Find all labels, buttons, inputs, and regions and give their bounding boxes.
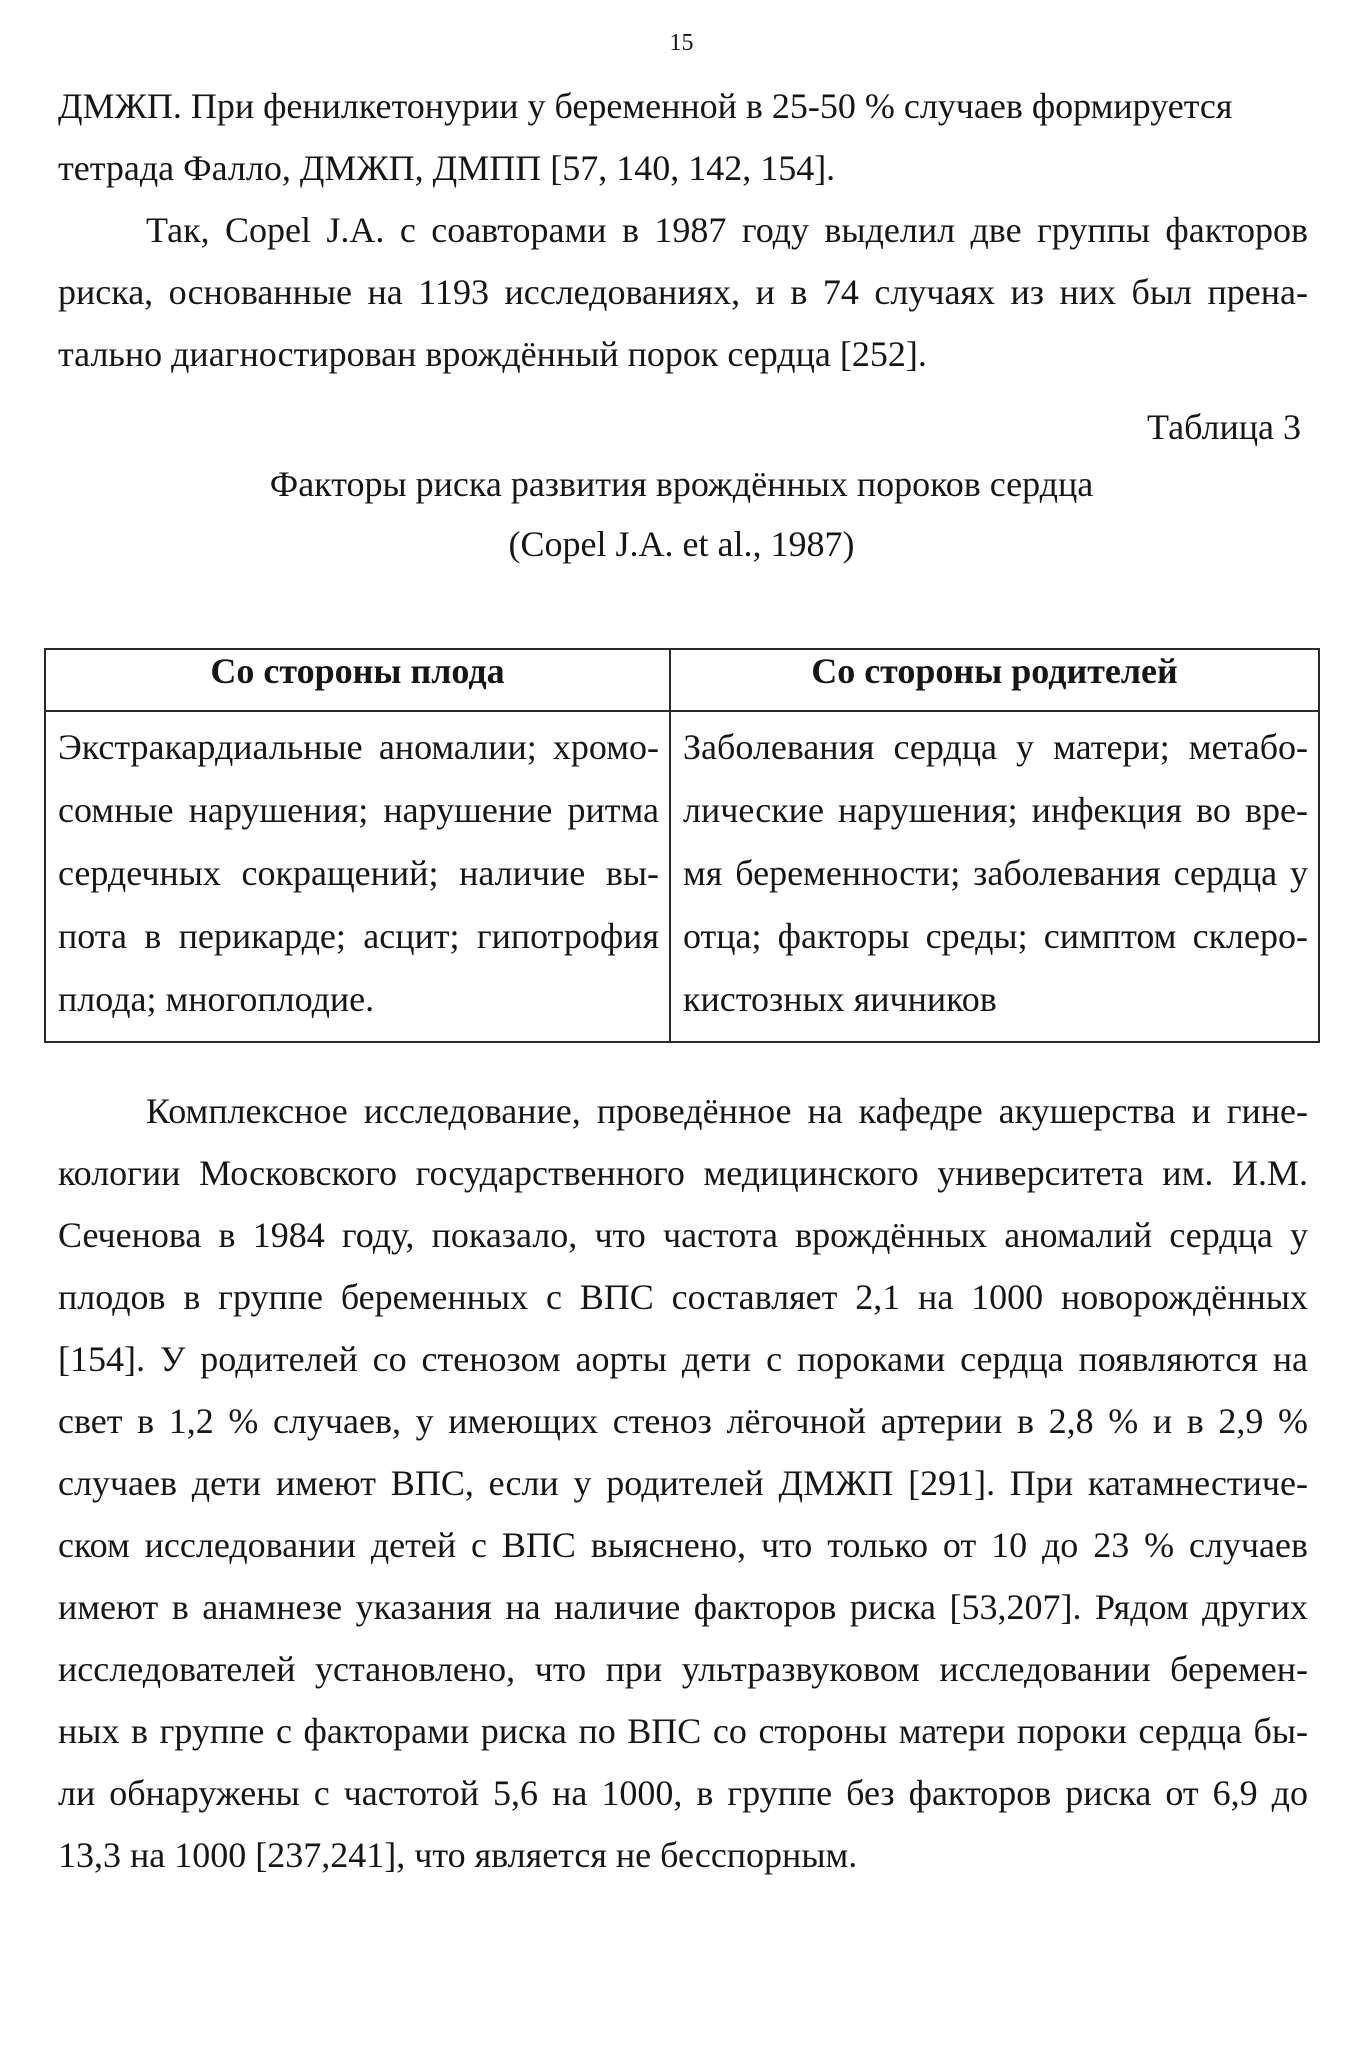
text-line: кологии Московского государственного медицинского университета им. И.М. bbox=[58, 1153, 1308, 1193]
text-line: ных в группе с факторами риска по ВПС со стороны матери пороки сердца бы- bbox=[58, 1711, 1308, 1751]
text-line: 13,3 на 1000 [237,241], что является не бесспорным. bbox=[58, 1835, 858, 1875]
text-line: случаев дети имеют ВПС, если у родителей ДМЖП [291]. При катамнестиче- bbox=[58, 1463, 1308, 1503]
cell-line: сердечных сокращений; наличие вы- bbox=[58, 853, 659, 893]
text-line: ском исследовании детей с ВПС выяснено, что только от 10 до 23 % случаев bbox=[58, 1525, 1308, 1565]
text-line: исследователей установлено, что при ультразвуковом исследовании беремен- bbox=[58, 1649, 1308, 1689]
header-fetus: Со стороны плода bbox=[45, 649, 670, 711]
page-number: 15 bbox=[669, 30, 694, 56]
header-parents: Со стороны родителей bbox=[670, 649, 1319, 711]
text-line: Комплексное исследование, проведённое на кафедре акушерства и гине- bbox=[146, 1091, 1308, 1131]
text-line: риска, основанные на 1193 исследованиях, и в 74 случаях из них был прена- bbox=[58, 272, 1308, 312]
cell-line: кистозных яичников bbox=[683, 979, 997, 1019]
text-line: имеют в анамнезе указания на наличие факторов риска [53,207]. Рядом других bbox=[58, 1587, 1308, 1627]
cell-line: пота в перикарде; асцит; гипотрофия bbox=[58, 916, 659, 956]
cell-line: отца; факторы среды; симптом склеро- bbox=[683, 916, 1308, 956]
text-line: ДМЖП. При фенилкетонурии у беременной в 25-50 % случаев формируется bbox=[58, 86, 1233, 126]
cell-line: Экстракардиальные аномалии; хромо- bbox=[58, 727, 659, 767]
cell-line: Заболевания сердца у матери; метабо- bbox=[683, 727, 1308, 767]
text-line: свет в 1,2 % случаев, у имеющих стеноз лёгочной артерии в 2,8 % и в 2,9 % bbox=[58, 1401, 1308, 1441]
text-line: тально диагностирован врождённый порок сердца [252]. bbox=[58, 334, 927, 374]
text-line: [154]. У родителей со стенозом аорты дети с пороками сердца появляются на bbox=[58, 1339, 1308, 1379]
table-label: Таблица 3 bbox=[1147, 407, 1301, 447]
cell-fetus-factors bbox=[45, 711, 670, 1042]
table-caption-source: (Copel J.A. et al., 1987) bbox=[508, 524, 855, 564]
text-line: тетрада Фалло, ДМЖП, ДМПП [57, 140, 142, 154]. bbox=[58, 148, 836, 188]
table-caption: Факторы риска развития врождённых пороков сердца bbox=[269, 464, 1094, 504]
text-line: плодов в группе беременных с ВПС составляет 2,1 на 1000 новорождённых bbox=[58, 1277, 1308, 1317]
text-line: Так, Copel J.A. с соавторами в 1987 году выделил две группы факторов bbox=[146, 210, 1308, 250]
text-line: Сеченова в 1984 году, показало, что частота врождённых аномалий сердца у bbox=[58, 1215, 1308, 1255]
cell-line: плода; многоплодие. bbox=[58, 979, 375, 1019]
cell-line: сомные нарушения; нарушение ритма bbox=[58, 790, 659, 830]
table-header-row bbox=[45, 649, 1319, 711]
table-row bbox=[45, 711, 1319, 1042]
body-text bbox=[58, 1080, 1308, 1886]
intro-text bbox=[58, 75, 1308, 385]
cell-line: мя беременности; заболевания сердца у bbox=[683, 853, 1308, 893]
cell-parents-factors bbox=[670, 711, 1319, 1042]
cell-line: лические нарушения; инфекция во вре- bbox=[683, 790, 1308, 830]
text-line: ли обнаружены с частотой 5,6 на 1000, в группе без факторов риска от 6,9 до bbox=[58, 1773, 1308, 1813]
risk-factors-table bbox=[44, 648, 1320, 1043]
